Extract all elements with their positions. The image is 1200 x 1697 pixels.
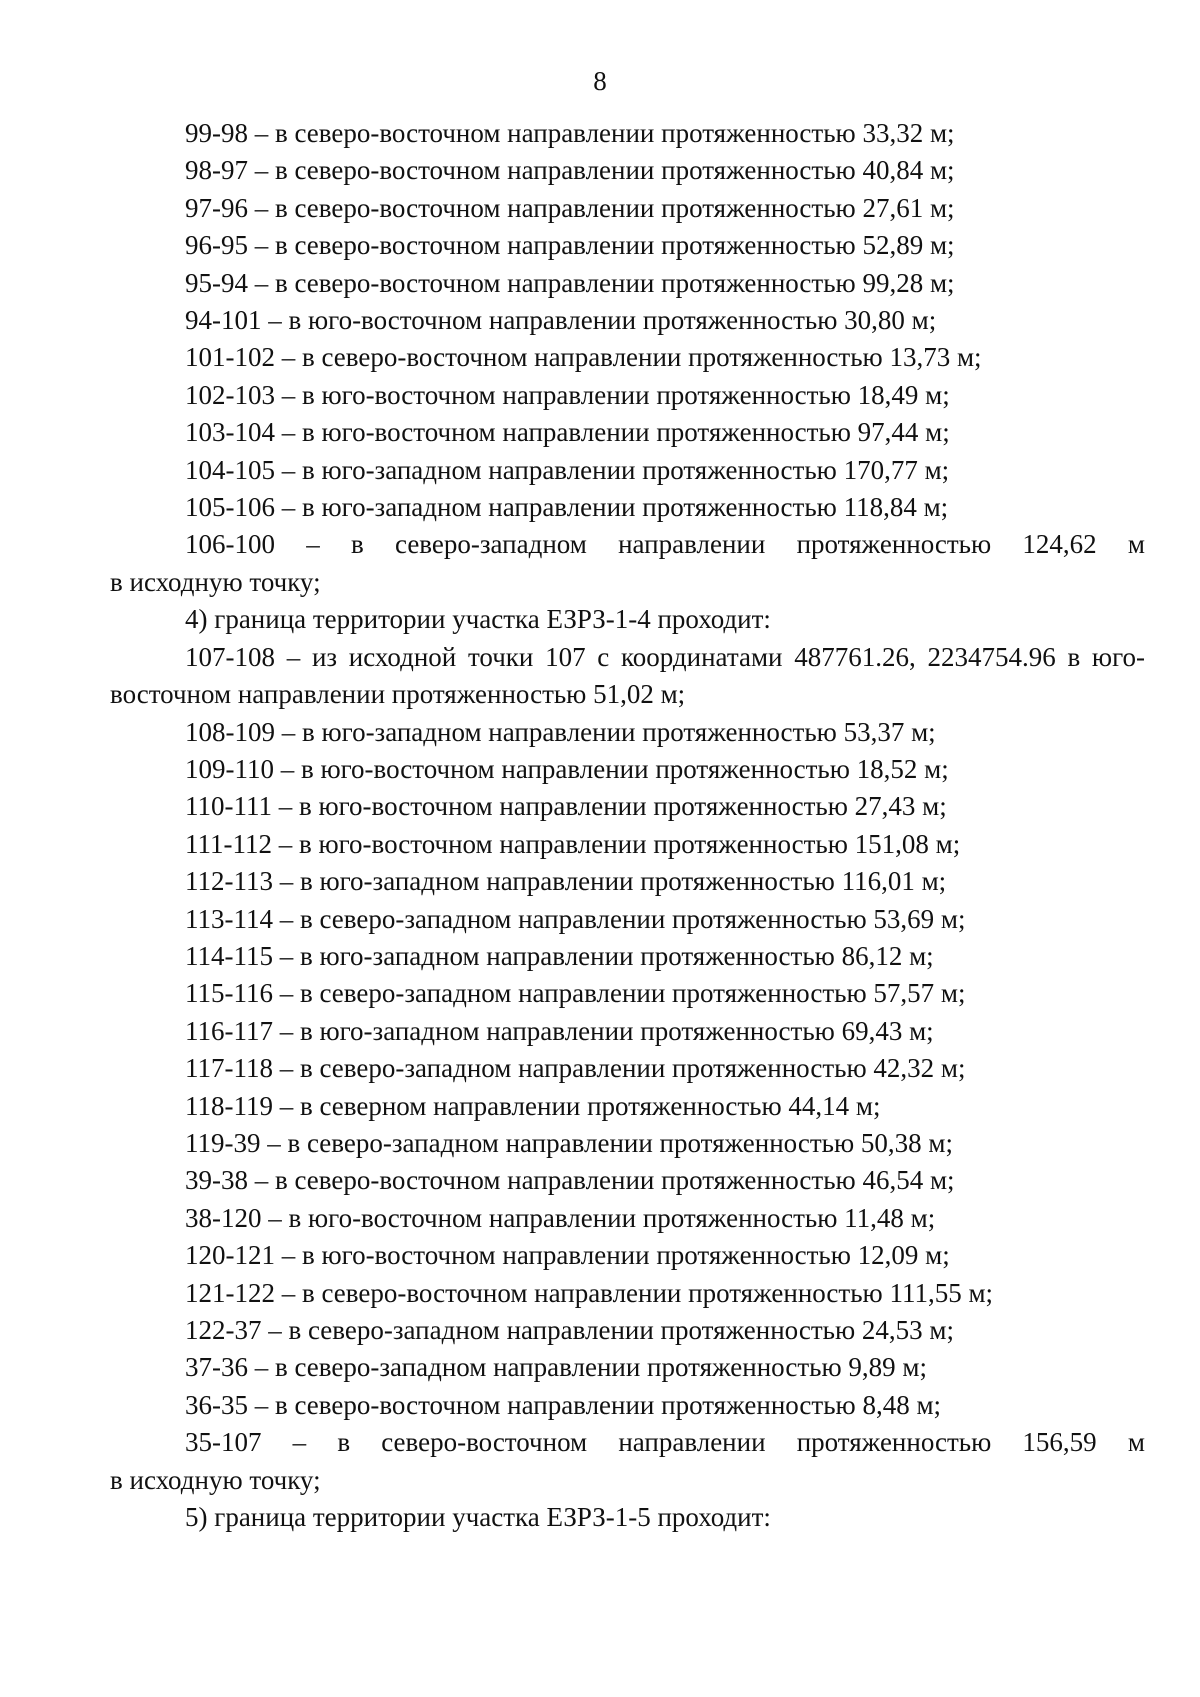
closing-word: в [351,529,364,560]
segment-line: 94-101 – в юго-восточном направлении протяженностью 30,80 м; [185,305,937,336]
closing-continuation: в исходную точку; [110,1464,321,1495]
segment-line: 120-121 – в юго-восточном направлении протяженностью 12,09 м; [185,1240,950,1271]
segment-line: 95-94 – в северо-восточном направлении протяженностью 99,28 м; [185,267,955,298]
segment-line: 122-37 – в северо-западном направлении протяженностью 24,53 м; [185,1315,954,1345]
closing-word: 156,59 [1022,1427,1097,1458]
segment-line: 112-113 – в юго-западном направлении протяженностью 116,01 м; [185,866,947,897]
segment-line: 104-105 – в юго-западном направлении протяженностью 170,77 м; [185,454,950,485]
closing-word: – [306,529,320,560]
page-number: 8 [593,66,607,96]
segment-line: 115-116 – в северо-западном направлении протяженностью 57,57 м; [185,978,966,1009]
closing-word: м [1127,1427,1145,1458]
segment-line: 108-109 – в юго-западном направлении протяженностью 53,37 м; [185,716,936,747]
segment-line: 121-122 – в северо-восточном направлении протяженностью 111,55 м; [185,1277,994,1308]
closing-word: 35-107 [185,1427,262,1458]
section-heading-5: 5) граница территории участка ЕЗРЗ-1-5 проходит: [185,1502,771,1533]
closing-word: – [292,1427,307,1458]
segment-line: 37-36 – в северо-западном направлении протяженностью 9,89 м; [185,1352,927,1383]
section-heading-4: 4) граница территории участка ЕЗРЗ-1-4 проходит: [185,604,771,635]
segment-line: 38-120 – в юго-восточном направлении протяженностью 11,48 м; [185,1202,936,1233]
start-segment-4: 107-108 – из исходной точки 107 с координатами 487761.26, 2234754.96 в юго-восточном направлении протяженностью 51,02 м; [110,641,1145,710]
closing-segment-a [110,526,1145,563]
segment-line: 113-114 – в северо-западном направлении протяженностью 53,69 м; [185,903,966,934]
segment-line: 116-117 – в юго-западном направлении протяженностью 69,43 м; [185,1015,934,1046]
closing-segment-b [110,1424,1145,1461]
segment-line: 117-118 – в северо-западном направлении протяженностью 42,32 м; [185,1053,966,1084]
closing-word: направлении [618,1427,766,1458]
closing-word: в [337,1427,351,1458]
segment-line: 101-102 – в северо-восточном направлении протяженностью 13,73 м; [185,342,982,373]
segment-line: 110-111 – в юго-восточном направлении протяженностью 27,43 м; [185,791,947,822]
segment-list-a [110,115,1145,526]
segment-line: 114-115 – в юго-западном направлении протяженностью 86,12 м; [185,940,934,971]
segment-line: 109-110 – в юго-восточном направлении протяженностью 18,52 м; [185,753,949,784]
segment-line: 99-98 – в северо-восточном направлении протяженностью 33,32 м; [185,118,955,148]
segment-line: 36-35 – в северо-восточном направлении протяженностью 8,48 м; [185,1389,942,1420]
segment-line: 103-104 – в юго-восточном направлении протяженностью 97,44 м; [185,417,950,448]
closing-continuation: в исходную точку; [110,566,321,597]
closing-word: протяженностью [796,529,992,560]
segment-line: 105-106 – в юго-западном направлении протяженностью 118,84 м; [185,492,949,523]
segment-line: 39-38 – в северо-восточном направлении протяженностью 46,54 м; [185,1165,955,1196]
closing-word: северо-западном [395,529,587,560]
segment-line: 97-96 – в северо-восточном направлении протяженностью 27,61 м; [185,192,955,223]
segment-list-b [110,714,1145,1425]
closing-word: северо-восточном [381,1427,588,1458]
segment-line: 119-39 – в северо-западном направлении протяженностью 50,38 м; [185,1127,953,1158]
closing-word: м [1127,529,1145,560]
document-body [110,115,1145,1536]
closing-word: 106-100 [185,529,275,560]
segment-line: 102-103 – в юго-восточном направлении протяженностью 18,49 м; [185,379,950,410]
segment-line: 111-112 – в юго-восточном направлении протяженностью 151,08 м; [185,828,961,859]
segment-line: 96-95 – в северо-восточном направлении протяженностью 52,89 м; [185,230,955,261]
closing-word: протяженностью [796,1427,992,1458]
closing-word: 124,62 [1022,529,1097,560]
segment-line: 118-119 – в северном направлении протяженностью 44,14 м; [185,1090,881,1121]
segment-line: 98-97 – в северо-восточном направлении протяженностью 40,84 м; [185,155,955,186]
closing-word: направлении [618,529,766,560]
